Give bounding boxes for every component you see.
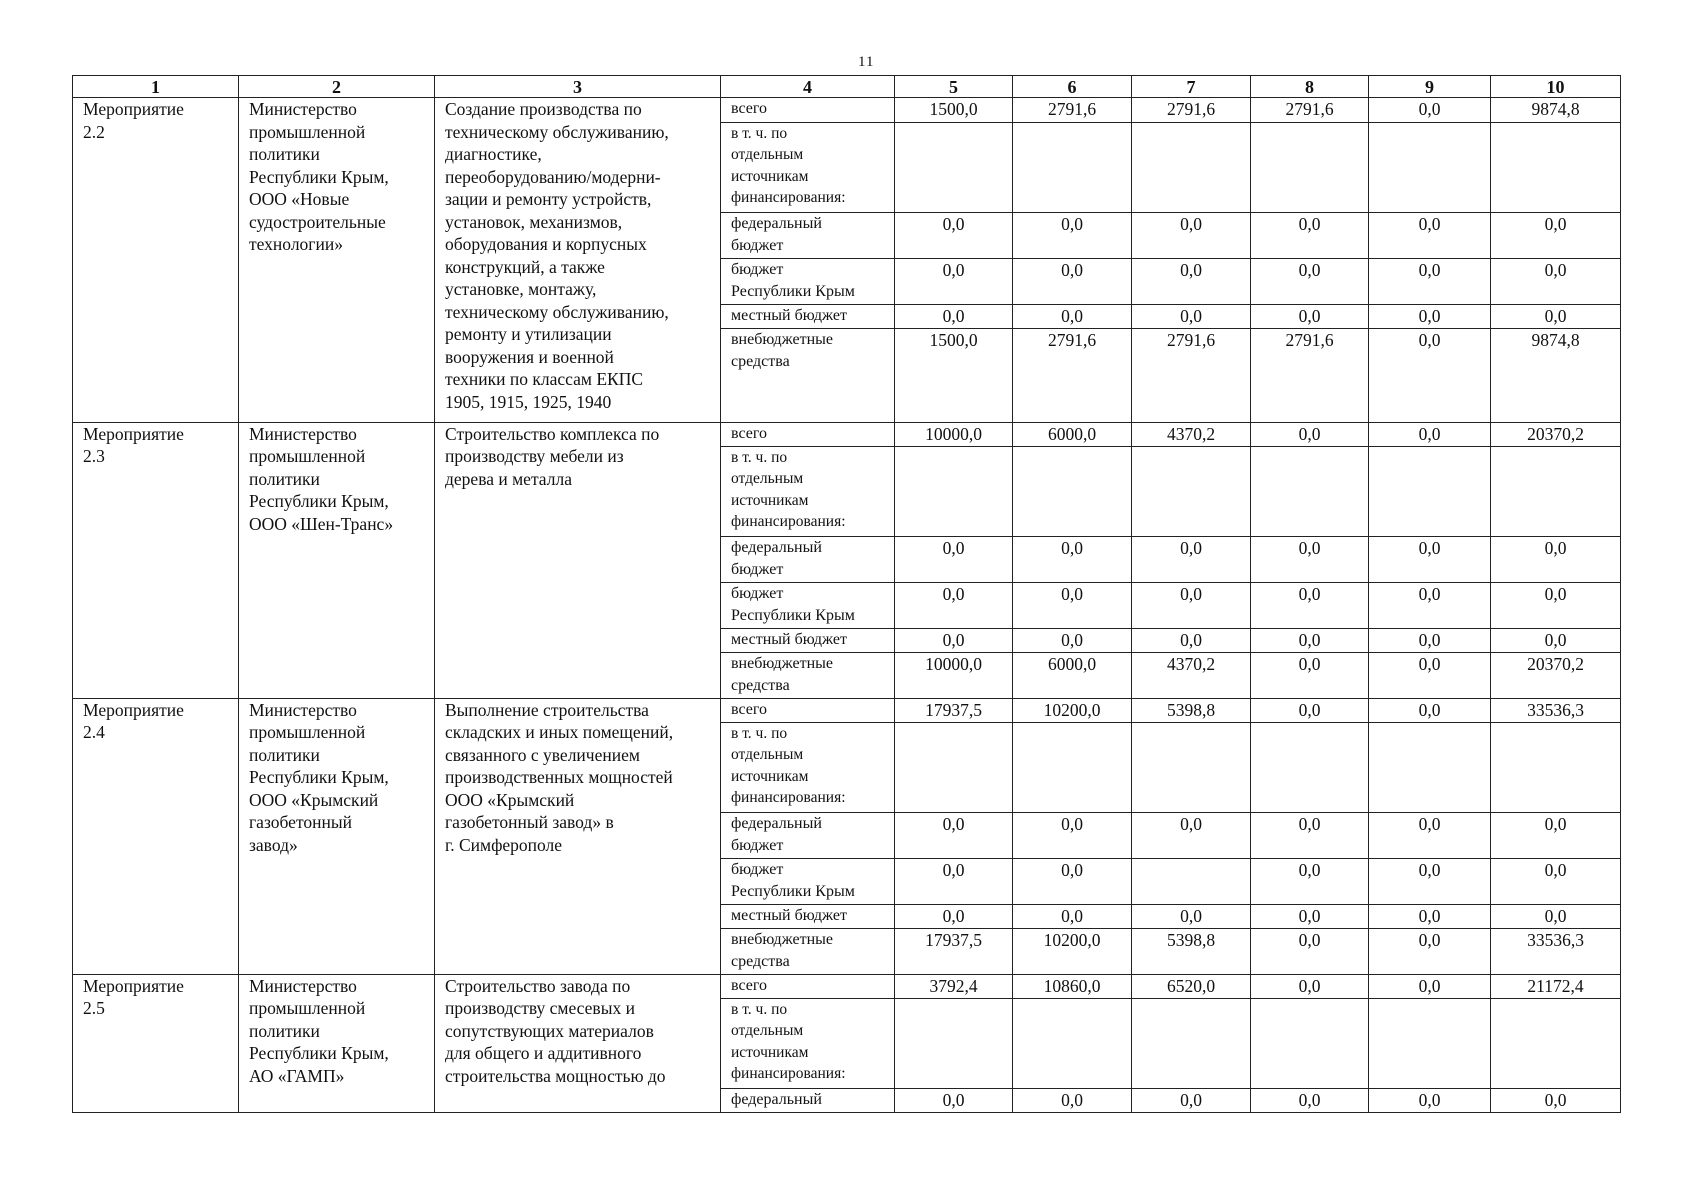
event-cell: Мероприятие 2.2 — [73, 98, 239, 422]
value-cell — [1369, 998, 1491, 1088]
funding-source-cell: бюджет Республики Крым — [721, 858, 895, 904]
value-cell — [1013, 446, 1132, 536]
value-cell: 33536,3 — [1491, 698, 1621, 722]
value-cell: 0,0 — [895, 536, 1013, 582]
column-header: 8 — [1251, 76, 1369, 98]
funding-source-cell: всего — [721, 698, 895, 722]
value-cell: 4370,2 — [1132, 652, 1251, 698]
funding-source-cell: всего — [721, 974, 895, 998]
table-row — [73, 98, 1621, 122]
value-cell — [895, 122, 1013, 212]
value-cell: 17937,5 — [895, 928, 1013, 974]
value-cell: 10000,0 — [895, 652, 1013, 698]
funding-source-cell: в т. ч. по отдельным источникам финансирования: — [721, 722, 895, 812]
value-cell: 0,0 — [1132, 812, 1251, 858]
value-cell: 0,0 — [1491, 812, 1621, 858]
value-cell: 0,0 — [1491, 212, 1621, 258]
column-header: 3 — [435, 76, 721, 98]
value-cell: 0,0 — [1251, 536, 1369, 582]
description-cell: Выполнение строительства складских и иных помещений, связанного с увеличением производственных мощностей ООО «Крымский газобетонный завод» в г. Симферополе — [435, 698, 721, 974]
value-cell: 1500,0 — [895, 328, 1013, 422]
value-cell: 0,0 — [1013, 858, 1132, 904]
funding-source-cell: федеральный бюджет — [721, 212, 895, 258]
value-cell: 0,0 — [1491, 582, 1621, 628]
executor-cell: Министерство промышленной политики Республики Крым, АО «ГАМП» — [239, 974, 435, 1112]
value-cell: 20370,2 — [1491, 422, 1621, 446]
value-cell: 0,0 — [1132, 536, 1251, 582]
table-row — [73, 698, 1621, 722]
value-cell: 0,0 — [1251, 652, 1369, 698]
value-cell: 0,0 — [1251, 422, 1369, 446]
value-cell: 2791,6 — [1251, 98, 1369, 122]
value-cell: 0,0 — [1013, 536, 1132, 582]
value-cell: 0,0 — [895, 1088, 1013, 1112]
column-header: 10 — [1491, 76, 1621, 98]
funding-source-cell: местный бюджет — [721, 628, 895, 652]
value-cell — [1132, 858, 1251, 904]
value-cell: 0,0 — [1369, 904, 1491, 928]
value-cell: 0,0 — [1013, 1088, 1132, 1112]
funding-source-cell: местный бюджет — [721, 304, 895, 328]
column-header: 9 — [1369, 76, 1491, 98]
value-cell: 0,0 — [1132, 628, 1251, 652]
value-cell — [1491, 122, 1621, 212]
executor-cell: Министерство промышленной политики Республики Крым, ООО «Шен-Транс» — [239, 422, 435, 698]
funding-source-cell: бюджет Республики Крым — [721, 258, 895, 304]
value-cell — [1132, 446, 1251, 536]
value-cell: 0,0 — [1013, 904, 1132, 928]
value-cell — [1369, 122, 1491, 212]
funding-source-cell: всего — [721, 422, 895, 446]
funding-source-cell: внебюджетные средства — [721, 652, 895, 698]
value-cell: 0,0 — [895, 258, 1013, 304]
value-cell: 2791,6 — [1013, 328, 1132, 422]
value-cell: 0,0 — [1251, 928, 1369, 974]
value-cell: 0,0 — [1251, 904, 1369, 928]
event-cell: Мероприятие 2.5 — [73, 974, 239, 1112]
value-cell — [895, 722, 1013, 812]
value-cell: 20370,2 — [1491, 652, 1621, 698]
value-cell — [1132, 722, 1251, 812]
value-cell: 33536,3 — [1491, 928, 1621, 974]
value-cell: 0,0 — [1251, 628, 1369, 652]
value-cell: 5398,8 — [1132, 928, 1251, 974]
value-cell: 0,0 — [1013, 812, 1132, 858]
description-cell: Строительство комплекса по производству мебели из дерева и металла — [435, 422, 721, 698]
column-header: 5 — [895, 76, 1013, 98]
value-cell: 10200,0 — [1013, 928, 1132, 974]
value-cell: 0,0 — [1251, 812, 1369, 858]
value-cell: 21172,4 — [1491, 974, 1621, 998]
value-cell: 0,0 — [1369, 628, 1491, 652]
value-cell: 2791,6 — [1013, 98, 1132, 122]
value-cell: 0,0 — [895, 904, 1013, 928]
value-cell: 0,0 — [1369, 582, 1491, 628]
funding-source-cell: федеральный бюджет — [721, 812, 895, 858]
value-cell: 4370,2 — [1132, 422, 1251, 446]
table-row — [73, 422, 1621, 446]
value-cell: 0,0 — [895, 212, 1013, 258]
value-cell: 0,0 — [1251, 582, 1369, 628]
funding-source-cell: федеральный — [721, 1088, 895, 1112]
value-cell: 0,0 — [1251, 304, 1369, 328]
funding-source-cell: внебюджетные средства — [721, 328, 895, 422]
value-cell — [1491, 446, 1621, 536]
value-cell: 0,0 — [1491, 258, 1621, 304]
value-cell: 0,0 — [895, 858, 1013, 904]
funding-source-cell: федеральный бюджет — [721, 536, 895, 582]
value-cell: 0,0 — [1369, 974, 1491, 998]
value-cell: 9874,8 — [1491, 98, 1621, 122]
executor-cell: Министерство промышленной политики Республики Крым, ООО «Крымский газобетонный завод» — [239, 698, 435, 974]
value-cell: 0,0 — [1132, 258, 1251, 304]
header-row — [73, 76, 1621, 98]
value-cell — [1251, 998, 1369, 1088]
value-cell: 0,0 — [1251, 1088, 1369, 1112]
value-cell: 0,0 — [1132, 904, 1251, 928]
value-cell — [1251, 722, 1369, 812]
value-cell: 0,0 — [1491, 304, 1621, 328]
value-cell: 6520,0 — [1132, 974, 1251, 998]
event-cell: Мероприятие 2.3 — [73, 422, 239, 698]
value-cell: 0,0 — [895, 628, 1013, 652]
value-cell — [1013, 122, 1132, 212]
funding-source-cell: в т. ч. по отдельным источникам финансирования: — [721, 122, 895, 212]
value-cell: 0,0 — [1251, 258, 1369, 304]
value-cell — [1132, 998, 1251, 1088]
value-cell: 0,0 — [1491, 628, 1621, 652]
value-cell: 0,0 — [1132, 582, 1251, 628]
value-cell — [1491, 722, 1621, 812]
value-cell: 0,0 — [1369, 328, 1491, 422]
funding-source-cell: в т. ч. по отдельным источникам финансирования: — [721, 998, 895, 1088]
value-cell: 0,0 — [1369, 812, 1491, 858]
value-cell: 2791,6 — [1132, 98, 1251, 122]
value-cell: 0,0 — [1369, 698, 1491, 722]
value-cell — [1491, 998, 1621, 1088]
value-cell: 2791,6 — [1251, 328, 1369, 422]
value-cell — [1251, 446, 1369, 536]
funding-source-cell: внебюджетные средства — [721, 928, 895, 974]
value-cell: 0,0 — [1369, 304, 1491, 328]
executor-cell: Министерство промышленной политики Республики Крым, ООО «Новые судостроительные технологии» — [239, 98, 435, 422]
value-cell: 3792,4 — [895, 974, 1013, 998]
value-cell: 0,0 — [1013, 212, 1132, 258]
value-cell: 0,0 — [895, 582, 1013, 628]
column-header: 1 — [73, 76, 239, 98]
value-cell — [1369, 446, 1491, 536]
funding-source-cell: в т. ч. по отдельным источникам финансирования: — [721, 446, 895, 536]
column-header: 7 — [1132, 76, 1251, 98]
description-cell: Создание производства по техническому обслуживанию, диагностике, переоборудованию/модерни- зации и ремонту устройств, установок, механизмов, оборудования и корпусных конструкций, а также установке, монтажу, техническому обслуживанию, ремонту и утилизации вооружения и военной техники по классам ЕКПС 1905, 1915, 1925, 1940 — [435, 98, 721, 422]
page-number: 11 — [858, 54, 875, 70]
value-cell — [1251, 122, 1369, 212]
funding-table — [72, 75, 1621, 1113]
value-cell: 0,0 — [1132, 304, 1251, 328]
value-cell: 0,0 — [1251, 974, 1369, 998]
funding-source-cell: бюджет Республики Крым — [721, 582, 895, 628]
value-cell: 0,0 — [1251, 698, 1369, 722]
value-cell: 6000,0 — [1013, 422, 1132, 446]
value-cell: 0,0 — [1369, 258, 1491, 304]
event-cell: Мероприятие 2.4 — [73, 698, 239, 974]
value-cell: 0,0 — [895, 304, 1013, 328]
value-cell: 0,0 — [1013, 304, 1132, 328]
value-cell: 5398,8 — [1132, 698, 1251, 722]
value-cell: 0,0 — [1251, 212, 1369, 258]
value-cell: 17937,5 — [895, 698, 1013, 722]
value-cell: 0,0 — [1013, 258, 1132, 304]
value-cell: 10200,0 — [1013, 698, 1132, 722]
value-cell: 0,0 — [1132, 1088, 1251, 1112]
funding-source-cell: всего — [721, 98, 895, 122]
value-cell: 10000,0 — [895, 422, 1013, 446]
funding-source-cell: местный бюджет — [721, 904, 895, 928]
value-cell: 0,0 — [1491, 858, 1621, 904]
table-row — [73, 974, 1621, 998]
value-cell: 2791,6 — [1132, 328, 1251, 422]
value-cell: 0,0 — [895, 812, 1013, 858]
value-cell: 6000,0 — [1013, 652, 1132, 698]
value-cell: 0,0 — [1369, 536, 1491, 582]
description-cell: Строительство завода по производству смесевых и сопутствующих материалов для общего и аддитивного строительства мощностью до — [435, 974, 721, 1112]
value-cell — [895, 446, 1013, 536]
value-cell: 0,0 — [1369, 98, 1491, 122]
value-cell: 1500,0 — [895, 98, 1013, 122]
value-cell: 0,0 — [1251, 858, 1369, 904]
value-cell — [895, 998, 1013, 1088]
value-cell: 0,0 — [1491, 536, 1621, 582]
value-cell: 0,0 — [1013, 582, 1132, 628]
value-cell: 0,0 — [1369, 858, 1491, 904]
value-cell: 0,0 — [1491, 904, 1621, 928]
value-cell: 0,0 — [1369, 422, 1491, 446]
column-header: 4 — [721, 76, 895, 98]
value-cell: 0,0 — [1013, 628, 1132, 652]
value-cell: 0,0 — [1132, 212, 1251, 258]
column-header: 2 — [239, 76, 435, 98]
value-cell — [1132, 122, 1251, 212]
value-cell — [1013, 722, 1132, 812]
value-cell: 0,0 — [1369, 928, 1491, 974]
value-cell: 10860,0 — [1013, 974, 1132, 998]
value-cell: 0,0 — [1369, 1088, 1491, 1112]
value-cell: 0,0 — [1369, 212, 1491, 258]
value-cell — [1013, 998, 1132, 1088]
value-cell: 9874,8 — [1491, 328, 1621, 422]
column-header: 6 — [1013, 76, 1132, 98]
value-cell: 0,0 — [1491, 1088, 1621, 1112]
value-cell: 0,0 — [1369, 652, 1491, 698]
value-cell — [1369, 722, 1491, 812]
